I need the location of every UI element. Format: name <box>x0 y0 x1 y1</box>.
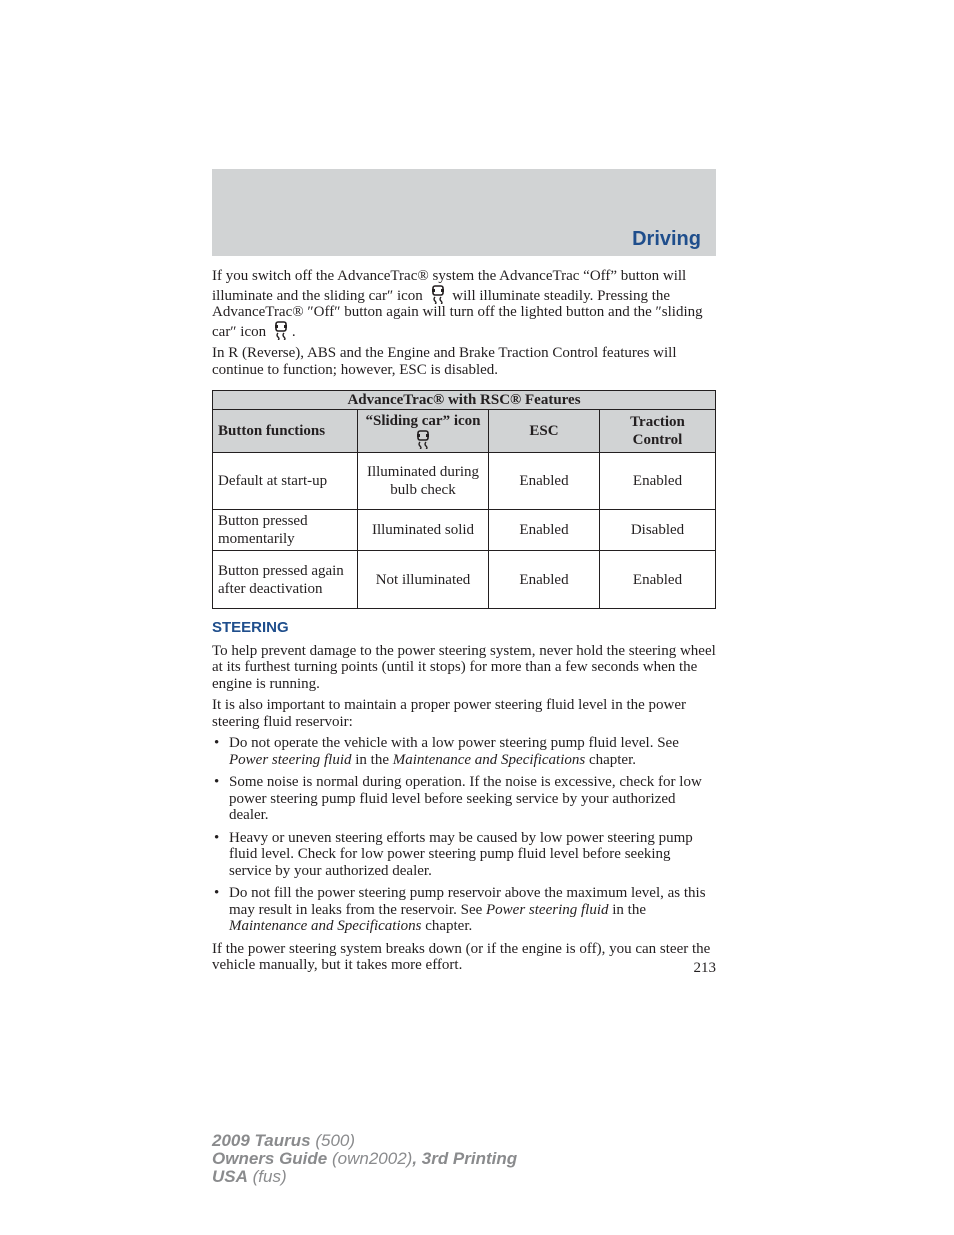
footer-imprint <box>212 1132 517 1186</box>
col-header-sliding-car-label: “Sliding car” icon <box>365 413 481 429</box>
steering-paragraph-1: To help prevent damage to the power steering system, never hold the steering wheel at its furthest turning points (until it stops) for more than a few seconds when the engine is running. <box>212 642 716 692</box>
sliding-car-icon <box>431 285 445 304</box>
printing: , 3rd Printing <box>412 1149 518 1168</box>
bullet: • <box>214 829 220 846</box>
text: in the <box>612 901 647 918</box>
cross-reference: Maintenance and Specifications <box>229 918 422 934</box>
advancetrac-features-table <box>212 390 716 609</box>
intro-text-b: will illuminate steadily. Pressing the AdvanceTrac® ″Off″ button again will turn off the lighted button and the ″sliding car″ icon <box>212 287 703 340</box>
table-cell: Default at start-up <box>213 453 358 510</box>
chapter-title: Driving <box>632 228 701 250</box>
table-caption: AdvanceTrac® with RSC® Features <box>213 391 716 410</box>
col-header-sliding-car-icon <box>358 410 489 453</box>
page-number: 213 <box>693 960 716 976</box>
col-header-traction-control: Traction Control <box>600 410 716 453</box>
text: Do not fill the power steering pump reservoir above the maximum level, as this may result in leaks from the reservoir. See <box>229 885 706 918</box>
table-row <box>213 551 716 609</box>
cross-reference: Power steering fluid <box>486 901 609 918</box>
steering-bullet-list <box>212 735 716 935</box>
guide-code: (own2002) <box>331 1149 413 1168</box>
text: chapter. <box>588 751 637 768</box>
footer-line-1 <box>212 1132 517 1150</box>
text: in the <box>355 751 389 768</box>
text: Some noise is normal during operation. If the noise is excessive, check for low power steering pump fluid level before seeking service by your authorized dealer. <box>229 774 702 823</box>
steering-paragraph-3: If the power steering system breaks down (or if the engine is off), you can steer the vehicle manually, but it takes more effort. <box>212 940 711 973</box>
table-cell: Illuminated during bulb check <box>358 453 489 510</box>
table-cell: Button pressed again after deactivation <box>213 551 358 609</box>
footer-line-2 <box>212 1150 517 1168</box>
text: Heavy or uneven steering efforts may be caused by low power steering pump fluid level. Check for low power steering pump fluid level before seeking service by your authorized dealer. <box>229 829 693 879</box>
bullet: • <box>214 735 220 751</box>
cross-reference: Maintenance and Specifications <box>392 751 586 768</box>
list-item <box>212 885 716 935</box>
market: USA <box>212 1167 248 1186</box>
table-cell: Not illuminated <box>358 551 489 609</box>
table-cell: Enabled <box>600 551 716 609</box>
col-header-esc: ESC <box>489 410 600 453</box>
table-cell: Enabled <box>489 510 600 551</box>
col-header-button-functions: Button functions <box>213 410 358 453</box>
market-code: (fus) <box>252 1167 287 1186</box>
text: chapter. <box>425 918 473 934</box>
list-item <box>212 830 716 880</box>
intro-paragraph-1 <box>212 268 716 340</box>
bullet: • <box>214 885 220 901</box>
list-item <box>212 774 716 824</box>
table-cell: Illuminated solid <box>358 510 489 551</box>
model-code: (500) <box>315 1131 356 1150</box>
sliding-car-icon <box>274 321 288 340</box>
intro-paragraph-2: In R (Reverse), ABS and the Engine and Brake Traction Control features will continue to function; however, ESC is disabled. <box>212 345 677 378</box>
guide-name: Owners Guide <box>212 1149 328 1168</box>
intro-text-a: If you switch off the AdvanceTrac® system the AdvanceTrac “Off” button will illuminate and the sliding car″ icon <box>212 268 687 304</box>
table-cell: Disabled <box>600 510 716 551</box>
list-item <box>212 735 716 768</box>
bullet: • <box>214 774 220 790</box>
table-cell: Enabled <box>600 453 716 510</box>
table-cell: Enabled <box>489 551 600 609</box>
table-row <box>213 510 716 551</box>
chapter-header-band <box>212 169 716 256</box>
table-cell: Enabled <box>489 453 600 510</box>
section-heading-steering: STEERING <box>212 619 289 636</box>
model-name: 2009 Taurus <box>212 1131 311 1150</box>
footer-line-3 <box>212 1168 517 1186</box>
sliding-car-icon <box>416 430 430 449</box>
intro-text-c: . <box>291 323 296 340</box>
table-row <box>213 453 716 510</box>
table-cell: Button pressed momentarily <box>213 510 358 551</box>
text: Do not operate the vehicle with a low power steering pump fluid level. See <box>229 735 679 751</box>
steering-paragraph-2: It is also important to maintain a proper power steering fluid level in the power steering fluid reservoir: <box>212 697 687 730</box>
cross-reference: Power steering fluid <box>229 751 352 768</box>
page-content <box>212 268 716 979</box>
